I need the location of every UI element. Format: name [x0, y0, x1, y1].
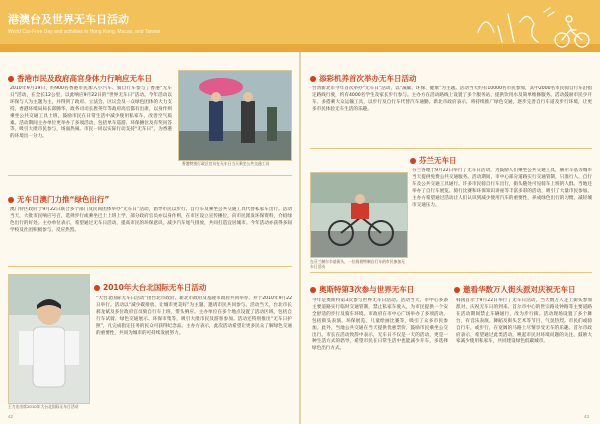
divider [310, 148, 592, 149]
section-title-macao [8, 194, 109, 205]
section-title-hk [8, 73, 152, 84]
singer-photo-illustration [9, 275, 89, 403]
divider [8, 175, 292, 176]
section-title-text: 无车日澳门力推“绿色出行” [17, 195, 110, 204]
bullet-icon [8, 76, 14, 82]
section-title-text: 奥斯特第3次参与世界无车日 [319, 285, 415, 294]
finland-photo-caption: 在芬兰赫尔辛基街头，一位骑着特制自行车的市民参加无车日活动 [310, 259, 405, 269]
section-title-text: 添彩机养首次举办无车日活动 [319, 74, 417, 83]
section-body-taipei: “大台北国际无车日活动”由台北市政府、新北市政府及基隆市政府共同举办，并于2010年9月22日举行。活动以“减少碳排放、让城市更美好”为主题，邀请市民共同参与。活动当天，台北市长郝龙斌及多位政府官员骑自行车上班，带头响应。主办单位在多个地点设置了活动区域，包括自行车试骑、绿色交通展示、环保市集等，吸引大批市民及游客参加。活动还特别推出“无车日护照”，凡完成指定任务的民众可获得纪念品。主办方表示，此次活动希望让更多民众了解绿色交通的重要性，共同为城市的可持续发展努力。 [96, 296, 292, 336]
page-title: 港澳台及世界无车日活动 [8, 13, 129, 26]
bullet-icon [8, 197, 14, 203]
divider [8, 266, 292, 267]
finland-cyclist-photo [310, 172, 408, 258]
section-body-nz: 今年是奥斯特第3次参与世界无车日活动。活动当天，市中心多条主要道路实行临时交通管制，禁止私家车驶入，为市民提供一个安全舒适的步行及骑车环境。市政府在市中心广场举办了多项活动，包括街头表演、环保展览、儿童绘画比赛等，吸引了众多市民参加。此外，当地公共交通在当天提供优惠票价，鼓励市民乘坐公交出行。市长在活动致辞中表示，无车日不仅是一天的活动，更是一种生活方式的倡导，希望市民在日常生活中也能减少开车，多选择绿色出行方式。 [312, 298, 448, 352]
divider [310, 272, 592, 273]
section-body-taiwan: 台湾新北市今年首次举办“无车日”活动，以“减碳、环保、健康”为主题。活动当天约有10000名市民参加，其中2000名市民骑自行车沿指定路线行驶，约有4000名学生及家长步行参与。主办方在活动路线上设置了多个服务站，提供饮用水及简单维修服务。活动鼓励市民少开车、多搭乘大众运输工具，以步行及自行车代替汽车通勤。新北市政府表示，将持续推广绿色交通，逐步完善自行车道及步行环境，让更多市民体验无车生活的乐趣。 [312, 86, 592, 112]
section-title-taiwan [310, 73, 417, 84]
bullet-icon [310, 76, 316, 82]
page-number-right: 43 [584, 414, 590, 419]
finland-photo-illustration [311, 173, 407, 257]
spine [299, 0, 301, 424]
page-subtitle: World Car-Free Day and activities in Hong Kong, Macao, and Taiwan [8, 29, 161, 35]
bullet-icon [94, 285, 100, 291]
section-title-text: 2010年大台北国际无车日活动 [103, 283, 207, 292]
section-body-finland: 芬兰各地于9月22日举行了无车日活动，为鼓励人们乘坐公共交通工具，赫尔辛基等城市当天提供免费公共交通服务。活动期间，市中心部分道路实行交通管制，只准行人、自行车及公共交通工具通行。许多市民骑自行车出行，街头随处可见骑车上班的人群。当地还举办了自行车展览、骑行比赛和环保知识讲座等丰富多彩的活动，吸引了大量市民参加。主办方希望通过活动让人们认识到减少使用汽车的重要性，养成绿色出行的习惯，减轻城市交通压力。 [412, 168, 592, 208]
singer-photo [8, 274, 90, 404]
hk-officials-photo [178, 70, 292, 161]
section-title-nz [310, 284, 414, 295]
bullet-icon [454, 287, 460, 293]
section-title-text: 邀看华数万人街头派对庆祝无车日 [463, 285, 576, 294]
section-title-asia [454, 284, 576, 295]
hk-photo-illustration [179, 71, 291, 160]
hk-photo-caption: 香港特别行政区官员在无车日当天乘坐公共交通工具 [182, 161, 270, 166]
bullet-icon [310, 287, 316, 293]
section-body-macao: 澳门特区政府于9月22日联合多个部门及民间团体举办“无车日”活动，倡导市民以步行、自行车及乘坐公共交通工具代替私家车出行。活动当天，大批市民响应号召，选择步行或乘坐巴士上班上学，部分政府官员亦以身作则，在市区设立宣传摊位，向市民派发环保资料，介绍绿色出行的好处。主办单位表示，希望通过无车日活动，提高市民的环保意识，减少汽车尾气排放，共同打造宜居城市。今年活动亦获得多间学校及社团积极参与，反应热烈。 [10, 207, 292, 233]
section-body-hk: 2010年9月19日，约900名香港市民加入小汽车、骑自行车参与了香港“无车日”活动，在全长12公里，以此响应9月22日的“世界无车日”活动。今年活动以环保与人为主题为主，并得到了政府、立法会、区议会及一众绿色团体的大力支持。香港环境局局长邱腾华、政务司司长唐英年等政府高官都有出席，以身作则乘坐公共交通工具上班，鼓励市民在日常生活中减少使用私家车，改善空气质素。活动期间主办单位更举办了多项活动，包括单车巡游、环保摊位及有奖问答等，吸引大批市民参与，场面热闹。市民一同以实际行动支持“无车日”，为香港的环境出一分力。 [10, 86, 172, 140]
section-title-text: 芬兰无车日 [419, 156, 457, 165]
singer-photo-caption: 王力宏出席2010年大台北国际无车日活动 [8, 404, 79, 409]
section-body-asia: 韩国首尔于9月22日举行了无车日活动，当天数万人走上街头参加派对，庆祝无车日的到来。首尔市中心的世宗路及钟路等主要道路在活动期间禁止车辆通行，改为步行街。活动现场设置了多个舞台，有音乐表演、舞蹈及街头艺术等节目，气氛热烈。市民们或骑自行车，或步行，在宽阔的马路上尽情享受无车的乐趣。首尔市政府表示，希望通过此类活动，唤起市民对环境问题的关注，鼓励大家减少使用私家车，共同建设绿色低碳城市。 [456, 298, 592, 345]
page-number-left: 42 [8, 414, 14, 419]
section-title-taipei [94, 282, 206, 293]
cyclist-illustration-icon [468, 2, 596, 50]
section-title-finland [410, 155, 457, 166]
section-title-text: 香港市民及政府高官身体力行响应无车日 [17, 74, 152, 83]
page-header [0, 0, 600, 52]
bullet-icon [410, 158, 416, 164]
